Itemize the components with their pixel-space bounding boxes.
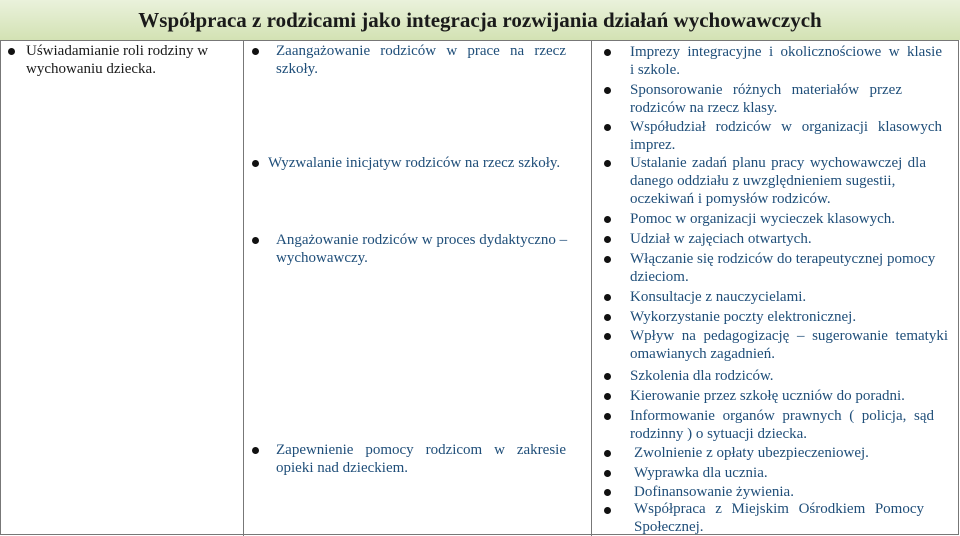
list-item	[634, 483, 934, 501]
bullet-icon	[604, 124, 611, 131]
item-text-line: Udział w zajęciach otwartych.	[630, 231, 812, 247]
bullet-icon	[604, 450, 611, 457]
list-item	[634, 464, 934, 482]
bullet-icon	[604, 373, 611, 380]
bullet-icon	[604, 256, 611, 263]
list-item	[630, 367, 930, 385]
item-text-line: Imprezy integracyjne i okolicznościowe w klasie	[630, 44, 942, 60]
bullet-icon	[604, 160, 611, 167]
column-divider	[243, 40, 244, 536]
bullet-icon	[604, 393, 611, 400]
item-text-line: danego oddziału z uwzględnieniem sugestii,	[630, 173, 896, 189]
page-title: Współpraca z rodzicami jako integracja rozwijania działań wychowawczych	[138, 8, 822, 32]
list-item	[630, 327, 948, 363]
item-text-line: Zaangażowanie rodziców w prace na rzecz	[276, 43, 566, 59]
item-text-line: Wpływ na pedagogizację – sugerowanie tematyki	[630, 328, 948, 344]
item-text-line: rodzinny ) o sytuacji dziecka.	[630, 426, 808, 442]
item-text-line: Angażowanie rodziców w proces dydaktyczno –	[276, 232, 568, 248]
item-text-line: Konsultacje z nauczycielami.	[630, 289, 807, 305]
item-text-line: Zwolnienie z opłaty ubezpieczeniowej.	[634, 445, 869, 461]
bullet-icon	[604, 314, 611, 321]
item-text-line: Uświadamianie roli rodziny w	[26, 43, 209, 59]
bullet-icon	[252, 48, 259, 55]
item-text-line: Współpraca z Miejskim Ośrodkiem Pomocy	[634, 501, 924, 517]
item-text-line: oczekiwań i pomysłów rodziców.	[630, 191, 831, 207]
item-text-line: Wyprawka dla ucznia.	[634, 465, 768, 481]
list-item	[634, 444, 934, 462]
item-text-line: rodziców na rzecz klasy.	[630, 100, 778, 116]
list-item	[276, 441, 566, 477]
title-bar	[0, 0, 960, 40]
bullet-icon	[604, 49, 611, 56]
item-text-line: Współudział rodziców w organizacji klasowych	[630, 119, 942, 135]
item-text-line: opieki nad dzieckiem.	[276, 460, 409, 476]
bullet-icon	[604, 236, 611, 243]
item-text-line: Włączanie się rodziców do terapeutycznej pomocy	[630, 251, 936, 267]
item-text-line: Społecznej.	[634, 519, 704, 535]
bullet-icon	[604, 413, 611, 420]
item-text-line: wychowawczy.	[276, 250, 368, 266]
list-item	[630, 308, 930, 326]
item-text-line: Kierowanie przez szkołę uczniów do poradni.	[630, 388, 905, 404]
bullet-icon	[604, 216, 611, 223]
item-text-line: szkoły.	[276, 61, 318, 77]
bullet-icon	[252, 447, 259, 454]
list-item	[630, 43, 942, 79]
item-text-line: Szkolenia dla rodziców.	[630, 368, 774, 384]
item-text-line: Sponsorowanie różnych materiałów przez	[630, 82, 902, 98]
column-divider	[591, 40, 592, 536]
item-text-line: i szkole.	[630, 62, 680, 78]
bullet-icon	[8, 48, 15, 55]
list-item	[276, 231, 576, 267]
bullet-icon	[604, 470, 611, 477]
list-item	[634, 500, 924, 536]
list-item	[630, 118, 942, 154]
bullet-icon	[252, 237, 259, 244]
bullet-icon	[604, 489, 611, 496]
bullet-icon	[604, 294, 611, 301]
list-item	[630, 387, 950, 405]
item-text-line: imprez.	[630, 137, 676, 153]
bullet-icon	[604, 87, 611, 94]
list-item	[268, 154, 588, 172]
bullet-icon	[604, 507, 611, 514]
list-item	[26, 42, 236, 78]
item-text-line: wychowaniu dziecka.	[26, 61, 156, 77]
bullet-icon	[252, 160, 259, 167]
item-text-line: dzieciom.	[630, 269, 689, 285]
list-item	[630, 154, 926, 208]
list-item	[630, 230, 930, 248]
item-text-line: Ustalanie zadań planu pracy wychowawczej dla	[630, 155, 926, 171]
item-text-line: Pomoc w organizacji wycieczek klasowych.	[630, 211, 896, 227]
item-text-line: omawianych zagadnień.	[630, 346, 775, 362]
item-text-line: Zapewnienie pomocy rodzicom w zakresie	[276, 442, 566, 458]
list-item	[630, 407, 934, 443]
item-text-line: Wykorzystanie poczty elektronicznej.	[630, 309, 857, 325]
bullet-icon	[604, 333, 611, 340]
list-item	[630, 210, 950, 228]
list-item	[630, 288, 930, 306]
list-item	[630, 250, 950, 286]
item-text-line: Wyzwalanie inicjatyw rodziców na rzecz szkoły.	[268, 155, 561, 171]
list-item	[630, 81, 902, 117]
item-text-line: Dofinansowanie żywienia.	[634, 484, 794, 500]
list-item	[276, 42, 566, 78]
item-text-line: Informowanie organów prawnych ( policja, sąd	[630, 408, 934, 424]
